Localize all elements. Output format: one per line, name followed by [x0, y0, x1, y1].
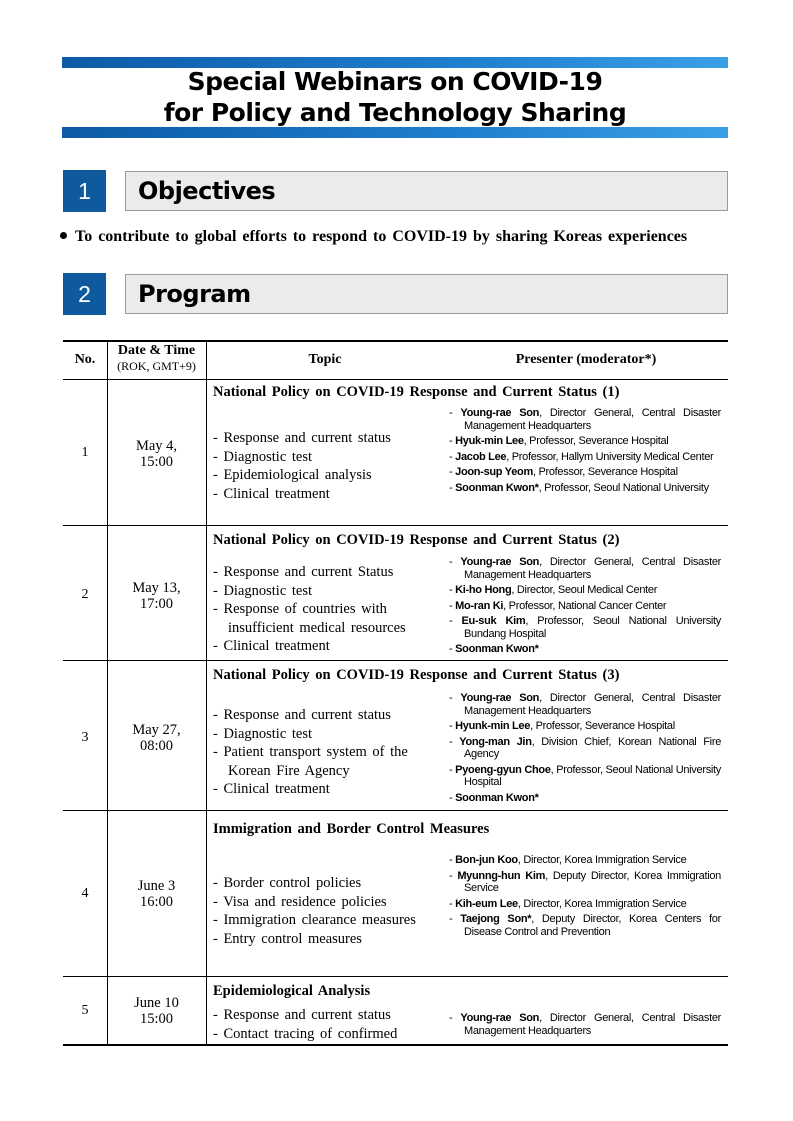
title-line-2: for Policy and Technology Sharing — [163, 98, 627, 127]
presenter-item: - Yong-man Jin, Division Chief, Korean National Fire Agency — [449, 735, 722, 760]
topic-item: - Visa and residence policies — [213, 893, 387, 910]
presenter-item: - Young-rae Son, Director General, Central Disaster Management Headquarters — [449, 407, 722, 432]
presenter-item: - Kih-eum Lee, Director, Korea Immigration Service — [449, 897, 687, 910]
presenter-name: Joon-sup Yeom — [455, 466, 533, 478]
row-title: National Policy on COVID-19 Response and Current Status (3) — [213, 667, 620, 683]
topic-item: - Patient transport system of the Korean Fire Agency — [213, 744, 408, 779]
table-top-rule — [63, 340, 728, 342]
presenter-name: Eu-suk Kim — [461, 615, 526, 627]
row-date-time: 17:00 — [139, 596, 174, 612]
presenter-item: - Young-rae Son, Director General, Central Disaster Management Headquarters — [449, 1012, 722, 1037]
presenter-name: Soonman Kwon* — [455, 481, 539, 494]
row-date-time: 15:00 — [139, 1011, 174, 1027]
header-date-label: Date & Time — [117, 343, 196, 358]
row-topics — [213, 429, 443, 503]
row-rule — [63, 976, 728, 977]
row-date — [107, 438, 206, 470]
presenter-role: , Director General, Central Disaster Management Headquarters — [464, 1012, 722, 1037]
presenter-role: , Professor, National Cancer Center — [503, 599, 667, 612]
presenter-role: , Division Chief, Korean National Fire Agency — [464, 735, 722, 760]
presenter-name: Mo-ran Ki — [455, 599, 504, 612]
presenter-role: , Professor, Severance Hospital — [530, 720, 675, 732]
presenter-item: - Young-rae Son, Director General, Central Disaster Management Headquarters — [449, 556, 722, 581]
presenter-name: Young-rae Son — [460, 407, 540, 419]
presenter-role: , Professor, Severance Hospital — [532, 466, 678, 478]
row-date — [107, 995, 206, 1027]
row-date-day: May 27, — [132, 722, 181, 738]
presenter-item: - Mo-ran Ki, Professor, National Cancer Center — [449, 599, 667, 612]
row-presenters — [449, 854, 721, 941]
presenter-name: Soonman Kwon* — [455, 791, 539, 804]
section-number-2: 2 — [63, 273, 106, 315]
presenter-name: Hyuk-min Lee — [455, 435, 524, 447]
topic-item: - Diagnostic test — [213, 725, 313, 742]
topic-item: - Response and current status — [213, 707, 391, 723]
row-date-time: 15:00 — [139, 454, 174, 470]
presenter-item: - Soonman Kwon* — [449, 791, 539, 804]
row-date — [107, 580, 206, 612]
topic-item: - Border control policies — [213, 875, 362, 891]
row-date-day: June 10 — [134, 995, 179, 1011]
row-rule — [63, 810, 728, 811]
row-date-day: June 3 — [137, 878, 176, 894]
section-heading-objectives: Objectives — [125, 171, 728, 211]
topic-item: - Diagnostic test — [213, 582, 313, 599]
presenter-item: - Jacob Lee, Professor, Hallym University Medical Center — [449, 450, 714, 463]
row-date-day: May 13, — [132, 580, 181, 596]
topic-item: - Contact tracing of confirmed — [213, 1025, 398, 1042]
presenter-role: , Professor, Seoul National University — [538, 481, 709, 494]
row-number: 4 — [81, 886, 89, 901]
presenter-item: - Joon-sup Yeom, Professor, Severance Hospital — [449, 466, 678, 478]
row-title: Immigration and Border Control Measures — [213, 821, 490, 837]
objective-text: To contribute to global efforts to respond to COVID-19 by sharing Koreas experiences — [75, 228, 688, 245]
row-date — [107, 722, 206, 754]
row-topics — [213, 1006, 443, 1043]
row-date — [107, 878, 206, 910]
row-title: Epidemiological Analysis — [213, 983, 371, 999]
page-title — [62, 66, 728, 128]
column-rule — [206, 340, 207, 1045]
header-presenter: Presenter (moderator*) — [515, 352, 657, 367]
presenter-role: , Director General, Central Disaster Management Headquarters — [464, 407, 722, 432]
topic-item: - Clinical treatment — [213, 638, 330, 654]
presenter-name: Young-rae Son — [460, 692, 540, 704]
row-presenters — [449, 556, 721, 659]
header-date-sub: (ROK, GMT+9) — [117, 359, 196, 373]
objective-item — [60, 228, 687, 246]
presenter-name: Kih-eum Lee — [455, 897, 518, 910]
row-topics — [213, 874, 443, 948]
topic-item: - Diagnostic test — [213, 448, 313, 465]
presenter-role: , Professor, Seoul National University Bundang Hospital — [464, 615, 721, 640]
presenter-name: Jacob Lee — [455, 450, 507, 463]
row-rule — [63, 525, 728, 526]
presenter-item: - Soonman Kwon* — [449, 643, 539, 655]
row-presenters — [449, 1012, 721, 1040]
row-number: 1 — [81, 445, 89, 460]
row-rule — [63, 660, 728, 661]
row-date-time: 08:00 — [139, 738, 174, 754]
section-heading-program: Program — [125, 274, 728, 314]
presenter-role: , Director General, Central Disaster Management Headquarters — [464, 556, 722, 581]
presenter-item: - Myunng-hun Kim, Deputy Director, Korea Immigration Service — [449, 869, 721, 894]
presenter-role: , Deputy Director, Korea Immigration Service — [464, 869, 721, 894]
header-date — [107, 343, 206, 374]
row-presenters — [449, 407, 721, 497]
row-number: 5 — [81, 1003, 89, 1018]
row-topics — [213, 706, 443, 799]
presenter-item: - Soonman Kwon*, Professor, Seoul National University — [449, 481, 709, 494]
topic-item: - Response and current status — [213, 430, 391, 446]
presenter-item: - Young-rae Son, Director General, Central Disaster Management Headquarters — [449, 692, 722, 717]
presenter-name: Myunng-hun Kim — [457, 869, 546, 882]
presenter-item: - Hyunk-min Lee, Professor, Severance Hospital — [449, 720, 675, 732]
topic-item: - Epidemiological analysis — [213, 467, 372, 483]
row-topics — [213, 563, 443, 656]
presenter-item: - Pyoeng-gyun Choe, Professor, Seoul National University Hospital — [449, 763, 721, 788]
presenter-item: - Taejong Son*, Deputy Director, Korea Centers for Disease Control and Prevention — [449, 913, 721, 938]
presenter-name: Taejong Son* — [460, 913, 532, 925]
presenter-role: , Professor, Severance Hospital — [523, 435, 669, 447]
presenter-name: Yong-man Jin — [459, 735, 532, 748]
topic-item: - Response of countries with insufficient medical resources — [213, 601, 406, 636]
row-date-day: May 4, — [135, 438, 178, 454]
header-no: No. — [74, 352, 96, 367]
presenter-name: Ki-ho Hong — [455, 584, 512, 596]
presenter-role: , Director, Korea Immigration Service — [517, 897, 687, 910]
presenter-role: , Director, Korea Immigration Service — [517, 854, 687, 866]
title-bottom-bar — [62, 127, 728, 138]
row-number: 3 — [81, 730, 89, 745]
presenter-role: , Director, Seoul Medical Center — [511, 584, 658, 596]
section-number-1: 1 — [63, 170, 106, 212]
topic-item: - Response and current Status — [213, 564, 394, 580]
topic-item: - Response and current status — [213, 1007, 391, 1023]
presenter-item: - Hyuk-min Lee, Professor, Severance Hospital — [449, 435, 669, 447]
header-topic: Topic — [308, 352, 342, 367]
presenter-name: Young-rae Son — [460, 556, 540, 568]
presenter-role: , Professor, Hallym University Medical Center — [506, 450, 714, 463]
topic-item: - Entry control measures — [213, 930, 362, 947]
presenter-name: Bon-jun Koo — [455, 854, 518, 866]
presenter-name: Hyunk-min Lee — [455, 720, 531, 732]
presenter-name: Young-rae Son — [460, 1012, 540, 1024]
topic-item: - Immigration clearance measures — [213, 912, 416, 928]
topic-item: - Clinical treatment — [213, 485, 330, 502]
row-title: National Policy on COVID-19 Response and Current Status (2) — [213, 532, 620, 548]
presenter-name: Soonman Kwon* — [455, 643, 539, 655]
bullet-icon — [60, 232, 67, 239]
row-number: 2 — [81, 587, 89, 602]
presenter-role: , Deputy Director, Korea Centers for Disease Control and Prevention — [464, 913, 721, 938]
presenter-item: - Ki-ho Hong, Director, Seoul Medical Center — [449, 584, 658, 596]
presenter-item: - Eu-suk Kim, Professor, Seoul National University Bundang Hospital — [449, 615, 721, 640]
table-bottom-rule — [63, 1044, 728, 1046]
row-date-time: 16:00 — [139, 894, 174, 910]
row-presenters — [449, 692, 721, 807]
header-rule — [63, 379, 728, 380]
presenter-item: - Bon-jun Koo, Director, Korea Immigration Service — [449, 854, 687, 866]
presenter-name: Pyoeng-gyun Choe — [455, 763, 551, 776]
presenter-role: , Professor, Seoul National University Hospital — [464, 763, 721, 788]
topic-item: - Clinical treatment — [213, 781, 330, 797]
row-title: National Policy on COVID-19 Response and Current Status (1) — [213, 384, 620, 400]
title-line-1: Special Webinars on COVID-19 — [187, 67, 603, 96]
presenter-role: , Director General, Central Disaster Management Headquarters — [464, 692, 722, 717]
